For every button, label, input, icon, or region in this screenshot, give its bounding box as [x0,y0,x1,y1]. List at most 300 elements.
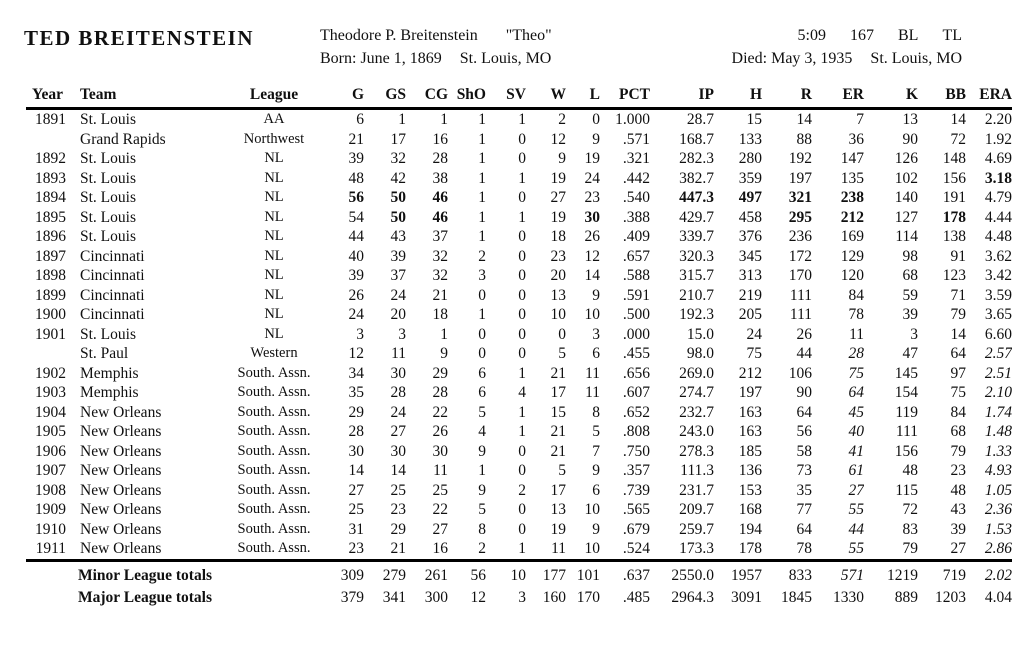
stat-cell: 15 [746,111,762,128]
stat-cell: 111 [789,306,812,323]
stat-cell: 6 [592,345,600,362]
team-cell: St. Paul [80,345,129,362]
stat-cell: 4.69 [984,150,1012,167]
stat-cell: 16 [432,130,448,148]
stat-cell: 24 [584,169,600,187]
stat-cell: 209.7 [679,501,714,518]
stat-cell: 39 [950,520,966,538]
stat-cell: .652 [622,403,650,421]
stat-cell: 18 [432,306,448,323]
table-header-row [26,86,1012,109]
stat-cell: 44 [848,520,864,538]
stat-cell: 114 [895,228,918,245]
stat-cell: 1.48 [984,423,1012,440]
stat-cell: 2550.0 [650,560,714,585]
stat-cell: 23 [584,189,600,206]
stat-cell: 359 [738,169,762,187]
stat-cell: 39 [348,150,364,167]
stat-cell: 339.7 [679,228,714,245]
stat-cell: 1 [478,150,486,167]
stat-cell: 1 [478,111,486,128]
stat-cell: 2.57 [984,345,1012,362]
stat-cell: 35 [348,384,364,401]
stat-cell: 19 [584,150,600,167]
league-cell: NL [264,150,284,166]
stat-cell: 2.36 [984,501,1012,518]
stat-cell: 185 [738,442,762,460]
stat-cell: 197 [788,169,812,187]
stat-cell: 136 [738,462,762,479]
stat-cell: 24 [390,403,406,421]
stat-cell: 3 [398,325,406,343]
team-cell: St. Louis [80,325,136,343]
stat-cell: 12 [584,247,600,265]
season-row [26,539,1012,560]
stat-cell: .500 [622,306,650,323]
stat-cell: 1 [518,364,526,382]
weight-value: 167 [850,27,874,44]
stat-cell: 37 [390,267,406,284]
stat-cell: .442 [622,169,650,187]
stat-cell: 232.7 [679,403,714,421]
league-cell: NL [264,228,284,244]
league-cell: Northwest [243,130,305,147]
stat-cell: 8 [478,520,486,538]
stat-cell: 7 [592,442,600,460]
stat-cell: 1 [518,169,526,187]
stat-cell: 23 [348,540,364,557]
stat-cell: 39 [902,306,918,323]
stat-cell: 5 [478,501,486,518]
stat-cell: 154 [894,384,918,401]
stat-cell: 1.000 [615,111,650,128]
stat-cell: 163 [738,423,762,440]
stat-cell: 178 [942,208,966,226]
year-cell: 1909 [35,501,66,518]
stat-cell: 30 [390,442,406,460]
stat-cell: 22 [432,501,448,518]
stat-cell: .455 [622,345,650,362]
stat-cell: 115 [895,481,918,499]
stat-cell: 123 [942,267,966,284]
stat-cell: 111.3 [680,462,714,479]
stat-cell: 18 [550,228,566,245]
team-cell: New Orleans [80,520,162,538]
stat-cell: 278.3 [679,442,714,460]
born-date: June 1, 1869 [360,50,442,67]
stat-cell: 90 [796,384,812,401]
stat-cell: .485 [622,589,650,606]
stat-cell: 3 [910,325,918,343]
team-cell: Memphis [80,384,139,401]
column-header-era: ERA [966,86,1012,109]
stat-cell: 148 [942,150,966,167]
stat-cell: 45 [848,403,864,421]
stat-cell: 0 [518,520,526,538]
stat-cell: 84 [848,286,864,304]
stat-cell: 160 [542,589,566,606]
stat-cell: 0 [518,247,526,265]
stat-cell: 9 [558,150,566,167]
stat-cell: 23 [550,247,566,265]
stat-cell: 1 [478,189,486,206]
column-header-pct: PCT [600,86,650,109]
season-row [26,344,1012,364]
stat-cell: 4.44 [984,208,1012,226]
stat-cell: 2 [478,247,486,265]
stat-cell: 1 [478,306,486,323]
stat-cell: 138 [942,228,966,245]
stat-cell: 10 [584,306,600,323]
stat-cell: 321 [788,189,812,206]
league-cell: South. Assn. [237,364,311,381]
year-cell: 1896 [35,228,66,245]
stat-cell: 40 [348,247,364,265]
stat-cell: 238 [840,189,864,206]
team-cell: New Orleans [80,481,162,499]
stat-cell: 1 [478,462,486,479]
stat-cell: .657 [622,247,650,265]
stat-cell: 10 [486,560,526,585]
stat-cell: 1.74 [984,403,1012,421]
stat-cell: 9 [592,130,600,148]
totals-label: Major League totals [78,589,213,606]
league-cell: South. Assn. [237,540,311,556]
stat-cell: 44 [348,228,364,245]
stat-cell: 9 [592,520,600,538]
stat-cell: 1 [478,228,486,245]
stat-cell: 17 [550,384,566,401]
stat-cell: 6 [478,364,486,382]
column-header-w: W [526,86,566,109]
stat-cell: 7 [856,111,864,128]
stat-cell: 192.3 [679,306,714,323]
full-name: Theodore P. Breitenstein [320,27,478,44]
stat-cell: .388 [622,208,650,226]
stat-cell: 170 [788,267,812,284]
full-name-line [320,24,680,47]
stat-cell: 191 [942,189,966,206]
league-cell: NL [264,208,284,225]
stat-cell: 345 [738,247,762,265]
stat-cell: 120 [840,267,864,284]
league-cell: South. Assn. [237,403,311,420]
stat-cell: 16 [432,540,448,557]
stat-cell: 26 [348,286,364,304]
season-row [26,305,1012,325]
stat-cell: 173.3 [679,540,714,557]
stat-cell: 84 [950,403,966,421]
column-header-l: L [566,86,600,109]
stat-cell: 3.62 [984,247,1012,265]
stat-cell: 19 [550,169,566,187]
stat-cell: .679 [622,520,650,538]
nickname: "Theo" [505,27,552,44]
stat-cell: 1 [478,130,486,148]
stat-cell: 20 [550,267,566,284]
stat-cell: 320.3 [679,247,714,265]
column-header-sv: SV [486,86,526,109]
stat-cell: 9 [478,442,486,460]
stat-cell: 17 [390,130,406,148]
league-cell: NL [264,267,284,283]
team-cell: St. Louis [80,208,136,226]
year-cell: 1893 [35,169,66,187]
stat-cell: 2964.3 [671,589,714,606]
stat-cell: .656 [622,364,650,382]
stat-cell: 24 [390,286,406,304]
stat-cell: .565 [622,501,650,518]
stat-cell: 21 [550,442,566,460]
stat-cell: 25 [432,481,448,499]
stat-cell: 571 [812,560,864,585]
year-cell: 1897 [35,247,66,265]
stat-cell: 15.0 [686,325,714,343]
died-label: Died: [731,50,768,67]
stat-cell: 313 [738,267,762,284]
stat-cell: .524 [622,540,650,557]
stat-cell: 0 [518,462,526,479]
stat-cell: 47 [902,345,918,362]
stat-cell: 12 [470,589,486,606]
stat-cell: 14 [584,267,600,284]
stat-cell: 2 [478,540,486,557]
stat-cell: 27 [348,481,364,499]
stat-cell: 72 [950,130,966,148]
stat-cell: 22 [432,403,448,421]
stat-cell: 24 [746,325,762,343]
stat-cell: 2.10 [984,384,1012,401]
bats-value: BL [898,27,919,44]
season-row [26,481,1012,501]
stat-cell: 429.7 [679,208,714,226]
stat-cell: 5 [478,403,486,421]
stat-cell: .750 [622,442,650,460]
stat-cell: 156 [894,442,918,460]
stat-cell: 315.7 [679,267,714,284]
year-cell: 1911 [35,540,66,557]
stat-cell: 2 [558,111,566,128]
stat-cell: 129 [840,247,864,265]
stat-cell: 106 [788,364,812,382]
year-cell: 1894 [35,189,66,206]
year-cell: 1900 [35,306,66,323]
column-header-team: Team [70,86,222,109]
stat-cell: 10 [584,501,600,518]
stat-cell: 14 [348,462,364,479]
stat-cell: 833 [762,560,812,585]
season-row [26,109,1012,130]
died-line [680,47,962,70]
stat-cell: 1219 [864,560,918,585]
league-cell: NL [264,286,284,303]
bio-header [24,24,998,70]
stat-cell: 12 [550,130,566,148]
stat-cell: 19 [550,208,566,226]
stat-cell: 32 [432,247,448,265]
stat-cell: 309 [326,560,364,585]
stat-cell: 3 [518,589,526,606]
stat-cell: 153 [738,481,762,499]
stat-cell: 58 [796,442,812,460]
stat-cell: 12 [348,345,364,362]
stat-cell: 54 [348,208,364,226]
stat-cell: 26 [796,325,812,343]
season-row [26,364,1012,384]
stat-cell: 23 [950,462,966,479]
stat-cell: 75 [746,345,762,362]
stat-cell: 0 [478,286,486,304]
stat-cell: 28.7 [686,111,714,128]
stat-cell: 4 [478,423,486,440]
stat-cell: 300 [424,589,448,606]
stat-cell: 97 [950,364,966,382]
stat-cell: 126 [894,150,918,167]
year-cell: 1908 [35,481,66,499]
stat-cell: 17 [550,481,566,499]
stat-cell: 4.04 [984,589,1012,606]
team-cell: New Orleans [80,403,162,421]
stat-cell: 39 [348,267,364,284]
league-cell: NL [264,169,284,186]
stat-cell: 236 [788,228,812,245]
bio-right-block [680,24,998,70]
stat-cell: 41 [848,442,864,460]
column-header-year: Year [26,86,70,109]
stat-cell: 0 [518,228,526,245]
stat-cell: 78 [848,306,864,323]
year-cell: 1892 [35,150,66,167]
stat-cell: 27 [432,520,448,538]
stat-cell: 719 [918,560,966,585]
stat-cell: 197 [738,384,762,401]
stat-cell: 10 [550,306,566,323]
column-header-er: ER [812,86,864,109]
stat-cell: 4 [518,384,526,401]
league-cell: South. Assn. [237,442,311,459]
stat-cell: 64 [796,520,812,538]
stat-cell: 48 [902,462,918,479]
stat-cell: 59 [902,286,918,304]
stat-cell: 212 [738,364,762,382]
stat-cell: 35 [796,481,812,499]
totals-label: Minor League totals [26,560,326,585]
stat-cell: 11 [433,462,448,479]
stat-cell: 21 [432,286,448,304]
stat-cell: 79 [902,540,918,557]
stat-cell: 48 [950,481,966,499]
stat-cell: 1.33 [984,442,1012,460]
team-cell: Cincinnati [80,247,145,265]
stat-cell: 172 [788,247,812,265]
season-row [26,247,1012,267]
stat-cell: 28 [432,384,448,401]
stat-cell: 28 [848,345,864,362]
stat-cell: 4.48 [984,228,1012,245]
team-cell: New Orleans [80,442,162,460]
stat-cell: 30 [348,442,364,460]
league-cell: South. Assn. [237,462,311,478]
stat-cell: 205 [738,306,762,323]
stat-cell: 1 [478,169,486,187]
team-cell: St. Louis [80,189,136,206]
stat-cell: 25 [348,501,364,518]
stat-cell: 64 [950,345,966,362]
league-cell: NL [264,189,284,205]
stat-cell: 1 [518,208,526,226]
stat-cell: 168.7 [679,130,714,148]
season-row [26,520,1012,540]
stat-cell: 43 [950,501,966,518]
stat-cell: 889 [894,589,918,606]
season-row [26,208,1012,228]
column-header-sho: ShO [448,86,486,109]
stat-cell: 133 [738,130,762,148]
year-cell: 1902 [35,364,66,382]
league-cell: South. Assn. [237,481,311,498]
stat-cell: 1 [518,111,526,128]
season-row [26,188,1012,208]
stat-cell: 13 [550,501,566,518]
season-row [26,227,1012,247]
stat-cell: 295 [788,208,812,226]
column-header-r: R [762,86,812,109]
stat-cell: 14 [796,111,812,128]
stat-cell: 1 [398,111,406,128]
year-cell: 1901 [35,325,66,343]
team-cell: Cincinnati [80,267,145,284]
stat-cell: 30 [432,442,448,460]
stat-cell: 9 [478,481,486,499]
stat-cell: 1.05 [984,481,1012,499]
stat-cell: 36 [848,130,864,148]
stat-cell: 91 [950,247,966,265]
stat-cell: 38 [432,169,448,187]
stat-cell: 32 [390,150,406,167]
stat-cell: 27 [550,189,566,206]
team-cell: St. Louis [80,228,136,245]
stat-cell: 111 [789,286,812,304]
stat-cell: 1 [440,325,448,343]
stat-cell: 0 [518,442,526,460]
stat-cell: 26 [584,228,600,245]
stat-cell: 1 [518,423,526,440]
season-row [26,266,1012,286]
league-cell: South. Assn. [237,520,311,537]
major-league-totals-row [26,585,1012,608]
stat-cell: 13 [550,286,566,304]
year-cell: 1910 [35,520,66,538]
stat-cell: 243.0 [679,423,714,440]
stat-cell: 192 [788,150,812,167]
stat-cell: 3091 [731,589,762,606]
stat-cell: 21 [550,423,566,440]
stat-cell: 30 [584,208,600,226]
team-cell: St. Louis [80,111,136,128]
stat-cell: 376 [738,228,762,245]
stat-cell: .739 [622,481,650,499]
stat-cell: 43 [390,228,406,245]
stat-cell: 88 [796,130,812,148]
stat-cell: 135 [840,169,864,187]
team-cell: St. Louis [80,150,136,167]
stat-cell: 1.53 [984,520,1012,538]
stat-cell: 21 [348,130,364,148]
team-cell: Memphis [80,364,139,382]
stat-cell: 0 [592,111,600,128]
year-cell: 1903 [35,384,66,401]
stat-cell: 0 [478,325,486,343]
